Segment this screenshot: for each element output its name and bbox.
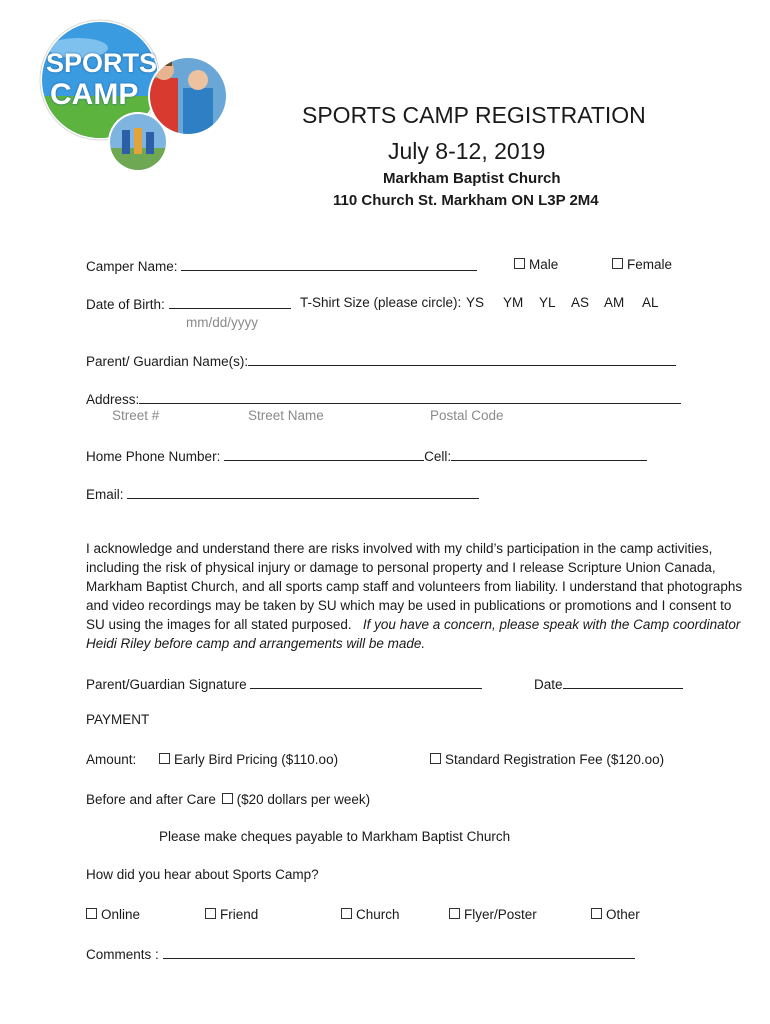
male-label: Male [529, 257, 559, 272]
female-label: Female [627, 257, 673, 272]
camp-dates: July 8-12, 2019 [388, 138, 546, 164]
camper-name-field[interactable] [181, 257, 477, 271]
friend-checkbox[interactable] [205, 908, 216, 919]
cell-label: Cell: [424, 449, 452, 464]
care-row [86, 792, 370, 807]
address-label: Address: [86, 392, 140, 407]
other-label: Other [606, 907, 640, 922]
hear-option-online[interactable] [86, 907, 140, 922]
church-name: Markham Baptist Church [383, 170, 561, 187]
standard-fee-label: Standard Registration Fee ($120.oo) [445, 752, 665, 767]
parent-row [86, 352, 676, 369]
comments-label: Comments : [86, 947, 159, 962]
parent-field[interactable] [248, 352, 676, 366]
flyer-checkbox[interactable] [449, 908, 460, 919]
church-checkbox[interactable] [341, 908, 352, 919]
male-option[interactable] [514, 257, 558, 272]
sports-camp-logo [38, 18, 228, 173]
hear-option-other[interactable] [591, 907, 640, 922]
amount-label: Amount: [86, 752, 137, 767]
consent-text: I acknowledge and understand there are risks involved with my child’s participation in the camp activities, including the risk of physical injury or damage to personal property and I release Scripture Union Canada, Markham Baptist Church, and all sports camp staff and volunteers from liability. I understand that photographs and video recordings may be taken by SU which may be used in publications or promotions and I consent to SU using the images for all stated purposed. [86, 541, 743, 632]
hear-option-church[interactable] [341, 907, 400, 922]
male-checkbox[interactable] [514, 258, 525, 269]
tshirt-size-yl[interactable]: YL [539, 295, 556, 310]
comments-field[interactable] [163, 945, 635, 959]
consent-italic-note: If you have a concern, please speak with the Camp coordinator Heidi Riley before camp and arrangements will be made. [86, 617, 741, 651]
female-option[interactable] [612, 257, 672, 272]
early-bird-option[interactable] [159, 752, 338, 767]
tshirt-label: T-Shirt Size (please circle): [300, 295, 462, 310]
street-name-hint: Street Name [248, 408, 324, 423]
dob-label: Date of Birth: [86, 297, 165, 312]
date-row [534, 675, 683, 692]
signature-field[interactable] [250, 675, 482, 689]
address-field[interactable] [139, 390, 681, 404]
signature-label: Parent/Guardian Signature [86, 677, 247, 692]
phone-row [86, 447, 647, 464]
care-price: ($20 dollars per week) [236, 792, 371, 807]
hear-question: How did you hear about Sports Camp? [86, 867, 319, 882]
dob-hint: mm/dd/yyyy [186, 315, 259, 330]
tshirt-size-am[interactable]: AM [604, 295, 625, 310]
home-phone-label: Home Phone Number: [86, 449, 221, 464]
parent-label: Parent/ Guardian Name(s): [86, 354, 249, 369]
dob-field[interactable] [169, 295, 291, 309]
tshirt-size-as[interactable]: AS [571, 295, 590, 310]
date-field[interactable] [563, 675, 683, 689]
tshirt-size-ym[interactable]: YM [503, 295, 524, 310]
date-label: Date [534, 677, 563, 692]
page-title: SPORTS CAMP REGISTRATION [302, 102, 646, 128]
dob-row [86, 295, 291, 312]
email-label: Email: [86, 487, 124, 502]
early-bird-checkbox[interactable] [159, 753, 170, 764]
standard-fee-option[interactable] [430, 752, 664, 767]
standard-fee-checkbox[interactable] [430, 753, 441, 764]
online-label: Online [101, 907, 141, 922]
payment-heading: PAYMENT [86, 712, 150, 727]
consent-paragraph [86, 539, 746, 653]
care-checkbox[interactable] [222, 793, 233, 804]
logo-text-sports: SPORTS [46, 48, 158, 78]
address-row [86, 390, 681, 407]
logo-text-camp: CAMP [50, 78, 139, 111]
other-checkbox[interactable] [591, 908, 602, 919]
church-address: 110 Church St. Markham ON L3P 2M4 [333, 192, 599, 209]
tshirt-size-ys[interactable]: YS [466, 295, 485, 310]
email-row [86, 485, 479, 502]
female-checkbox[interactable] [612, 258, 623, 269]
signature-row [86, 675, 482, 692]
online-checkbox[interactable] [86, 908, 97, 919]
cheques-note: Please make cheques payable to Markham Baptist Church [159, 829, 511, 844]
church-label: Church [356, 907, 400, 922]
tshirt-size-al[interactable]: AL [642, 295, 659, 310]
friend-label: Friend [220, 907, 259, 922]
comments-row [86, 945, 635, 962]
camper-name-row [86, 257, 477, 274]
home-phone-field[interactable] [224, 447, 424, 461]
flyer-label: Flyer/Poster [464, 907, 537, 922]
street-number-hint: Street # [112, 408, 160, 423]
camper-name-label: Camper Name: [86, 259, 178, 274]
postal-code-hint: Postal Code [430, 408, 504, 423]
care-label: Before and after Care [86, 792, 216, 807]
email-field[interactable] [127, 485, 479, 499]
early-bird-label: Early Bird Pricing ($110.oo) [174, 752, 339, 767]
hear-option-flyer[interactable] [449, 907, 537, 922]
hear-option-friend[interactable] [205, 907, 258, 922]
cell-field[interactable] [451, 447, 647, 461]
